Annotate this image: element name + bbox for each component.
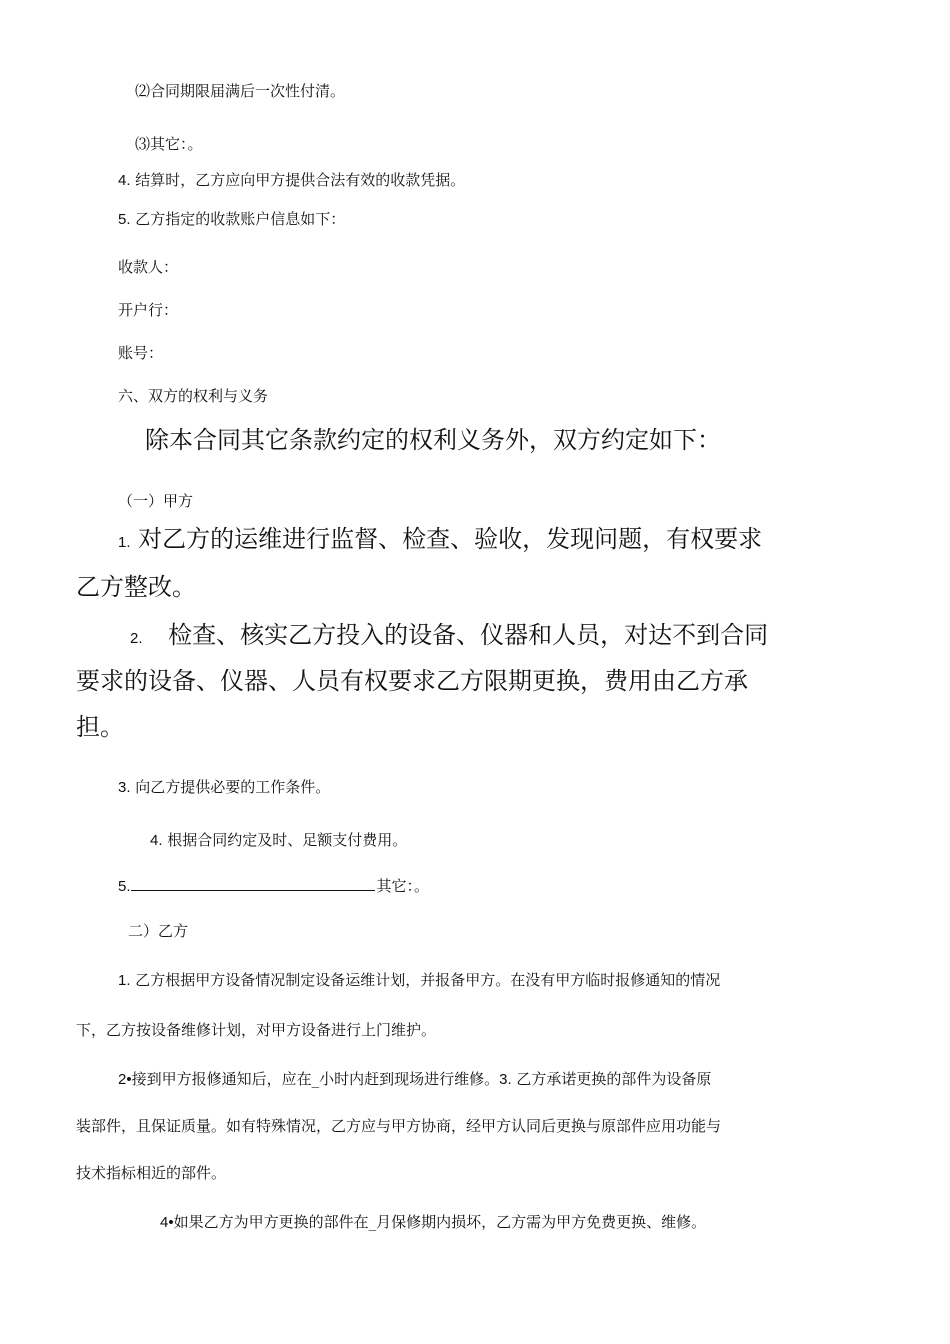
clause-text: 下，乙方按设备维修计划，对甲方设备进行上门维护。: [76, 1021, 437, 1039]
clause-text: 装部件，且保证质量。如有特殊情况，乙方应与甲方协商，经甲方认同后更换与原部件应用功能与: [76, 1117, 722, 1135]
payment-option-2: [135, 84, 345, 99]
section-heading-text: 六、双方的权利与义务: [118, 387, 269, 405]
section-6-heading: [118, 389, 268, 404]
account-number-label: [118, 346, 163, 361]
party-a-clause-2-line-2: [76, 669, 748, 693]
clause-text: 向乙方提供必要的工作条件。: [135, 778, 331, 796]
intro-text: 除本合同其它条款约定的权利义务外，双方约定如下：: [145, 426, 721, 454]
bank-label-text: 开户行：: [118, 301, 179, 319]
party-b-heading-text: 二）乙方: [128, 922, 189, 940]
clause-text: 技术指标相近的部件。: [76, 1164, 227, 1182]
clause-text: 要求的设备、仪器、人员有权要求乙方限期更换，费用由乙方承: [76, 667, 748, 695]
clause-number: 4.: [118, 172, 131, 189]
fill-in-blank[interactable]: [131, 876, 375, 891]
clause-number: 1.: [118, 972, 131, 989]
party-a-clause-1-line-1: [118, 527, 762, 551]
party-b-clause-3-line-2: [76, 1119, 721, 1134]
party-b-clause-1-line-2: [76, 1023, 436, 1038]
clause-text: 乙方根据甲方设备情况制定设备运维计划，并报备甲方。在没有甲方临时报修通知的情况: [135, 971, 721, 989]
clause-number: 5.: [118, 211, 131, 228]
clause-text: 担。: [76, 713, 124, 741]
bank-label: [118, 303, 178, 318]
section-6-intro: [145, 428, 721, 452]
payee-label-text: 收款人：: [118, 258, 179, 276]
clause-text: 其它：。: [376, 877, 430, 895]
payment-option-3: [135, 137, 203, 152]
party-a-heading-text: （一）甲方: [118, 492, 194, 510]
clause-text: 根据合同约定及时、足额支付费用。: [167, 831, 408, 849]
party-a-clause-3: [118, 780, 330, 795]
clause-text: 对乙方的运维进行监督、检查、验收，发现问题，有权要求: [138, 525, 763, 553]
clause-text: 乙方指定的收款账户信息如下：: [135, 210, 346, 228]
clause-number: 2.: [130, 630, 143, 647]
account-number-label-text: 账号：: [118, 344, 164, 362]
party-a-clause-2-line-3: [76, 715, 124, 739]
clause-number: 3.: [118, 779, 131, 796]
clause-text: 检查、核实乙方投入的设备、仪器和人员，对达不到合同: [168, 621, 769, 649]
clause-4-settlement: [118, 173, 465, 188]
clause-number: 4.: [150, 832, 163, 849]
party-b-clause-4: [160, 1215, 706, 1230]
clause-number: 4•: [160, 1214, 174, 1231]
clause-text: 如果乙方为甲方更换的部件在_月保修期内损坏，乙方需为甲方免费更换、维修。: [173, 1213, 707, 1231]
party-b-clause-2-3-line-1: [118, 1072, 711, 1087]
party-a-heading: [118, 494, 193, 509]
party-b-clause-1-line-1: [118, 973, 720, 988]
clause-number: 2•: [118, 1071, 132, 1088]
party-a-clause-2-line-1: [130, 623, 768, 647]
party-a-clause-5: [118, 876, 429, 894]
clause-text: 接到甲方报修通知后，应在_小时内赶到现场进行维修。: [131, 1070, 500, 1088]
clause-number: 1.: [118, 534, 131, 551]
clause-number: 3.: [499, 1071, 512, 1088]
party-a-clause-1-line-2: [76, 575, 196, 599]
clause-number: 5.: [118, 878, 131, 895]
payment-option-2-text: ⑵合同期限届满后一次性付清。: [135, 82, 346, 100]
clause-text: 乙方整改。: [76, 573, 196, 601]
party-a-clause-4: [150, 833, 407, 848]
clause-text: 乙方承诺更换的部件为设备原: [516, 1070, 712, 1088]
clause-5-account-info: [118, 212, 345, 227]
payee-label: [118, 260, 178, 275]
payment-option-3-text: ⑶其它：。: [135, 135, 203, 153]
party-b-heading: [128, 924, 188, 939]
clause-text: 结算时，乙方应向甲方提供合法有效的收款凭据。: [135, 171, 466, 189]
party-b-clause-3-line-3: [76, 1166, 226, 1181]
